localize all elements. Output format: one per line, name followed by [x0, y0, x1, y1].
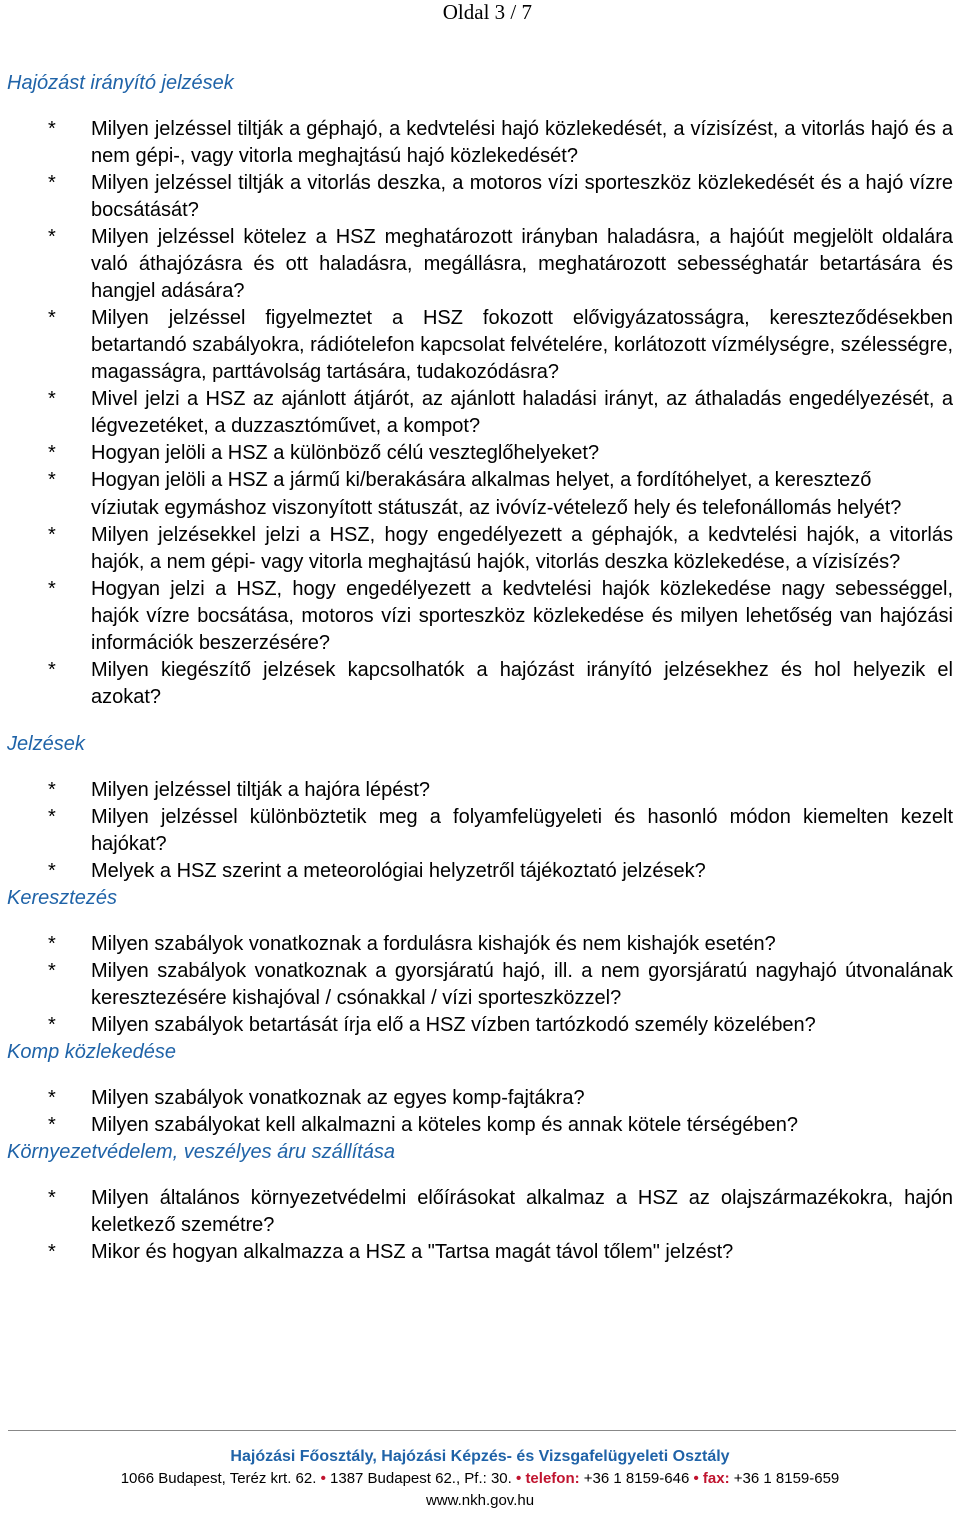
bullet-star: *	[48, 659, 56, 681]
question-list	[0, 931, 960, 1039]
question-text: Milyen szabályok vonatkoznak az egyes komp-fajtákra?	[91, 1087, 585, 1109]
bullet-star: *	[48, 960, 56, 982]
bullet-star: *	[48, 860, 56, 882]
question-text: Hogyan jelzi a HSZ, hogy engedélyezett a kedvtelési hajók közlekedése nagy sebességgel, hajók vízre bocsátása, motoros vízi sporteszköz közlekedése és milyen lehetőség van hajózási információk beszerzésére?	[91, 578, 953, 654]
question-list	[0, 1085, 960, 1139]
bullet-star: *	[48, 779, 56, 801]
footer-org: Hajózási Főosztály, Hajózási Képzés- és Vizsgafelügyeleti Osztály	[230, 1448, 730, 1465]
question-list	[0, 116, 960, 711]
question-text: Milyen szabályok vonatkoznak a fordulásra kishajók és nem kishajók esetén?	[91, 933, 776, 955]
fax-label: fax:	[702, 1470, 730, 1487]
list-item	[0, 657, 960, 711]
list-item	[0, 1112, 960, 1139]
list-item	[0, 958, 960, 1012]
question-text: Mivel jelzi a HSZ az ajánlott átjárót, az ajánlott haladási irányt, az áthaladás engedélyezését, a légvezetéket, a duzzasztóművet, a kompot?	[91, 388, 953, 437]
bullet-star: *	[48, 1241, 56, 1263]
list-item	[0, 305, 960, 386]
question-text: Milyen jelzéssel tiltják a géphajó, a kedvtelési hajó közlekedését, a vízisízést, a vitorlás hajó és a nem gépi-, vagy vitorla meghajtású hajó közlekedését?	[91, 118, 953, 167]
list-item	[0, 467, 960, 522]
question-text: Hogyan jelöli a HSZ a jármű ki/berakására alkalmas helyet, a fordítóhelyet, a keresztező	[91, 469, 872, 491]
footer	[0, 1446, 960, 1512]
question-list	[0, 1185, 960, 1266]
phone-number: +36 1 8159-646	[583, 1470, 690, 1487]
section-title-komp: Komp közlekedése	[7, 1041, 176, 1063]
section-title-kornyezetvedelem: Környezetvédelem, veszélyes áru szállítása	[7, 1141, 395, 1163]
question-text: Milyen általános környezetvédelmi előírásokat alkalmaz a HSZ az olajszármazékokra, hajón keletkező szemétre?	[91, 1187, 953, 1236]
bullet-icon: •	[320, 1470, 326, 1487]
fax-number: +36 1 8159-659	[733, 1470, 840, 1487]
list-item	[0, 386, 960, 440]
question-text: Melyek a HSZ szerint a meteorológiai helyzetről tájékoztató jelzések?	[91, 860, 706, 882]
list-item	[0, 170, 960, 224]
bullet-star: *	[48, 307, 56, 329]
question-text: Milyen szabályokat kell alkalmazni a köteles komp és annak kötele térségében?	[91, 1114, 799, 1136]
list-item	[0, 777, 960, 804]
bullet-star: *	[48, 578, 56, 600]
question-text: Milyen jelzéssel tiltják a hajóra lépést?	[91, 779, 431, 801]
list-item	[0, 576, 960, 657]
list-item	[0, 522, 960, 576]
document-body	[0, 70, 960, 1266]
question-text: Milyen jelzéssel tiltják a vitorlás deszka, a motoros vízi sporteszköz közlekedését és a hajó vízre bocsátását?	[91, 172, 953, 221]
footer-website[interactable]: www.nkh.gov.hu	[425, 1492, 535, 1509]
list-item	[0, 804, 960, 858]
question-list	[0, 777, 960, 885]
question-text: Milyen jelzésekkel jelzi a HSZ, hogy engedélyezett a géphajók, a kedvtelési hajók, a vitorlás hajók, a nem gépi- vagy vitorla meghajtású hajók, vitorlás deszka közlekedése, a vízisízés?	[91, 524, 953, 573]
bullet-star: *	[48, 933, 56, 955]
page-current: 3	[494, 0, 506, 24]
question-text: Milyen jelzéssel kötelez a HSZ meghatározott irányban haladásra, a hajóút megjelölt oldalára való áthajózásra és ott haladásra, megállásra, meghatározott sebességhatár betartására és hangjel adására?	[91, 226, 953, 302]
list-item	[0, 116, 960, 170]
bullet-star: *	[48, 442, 56, 464]
page-sep: /	[510, 0, 517, 24]
footer-address-2: 1387 Budapest 62., Pf.: 30.	[330, 1470, 512, 1487]
bullet-star: *	[48, 1014, 56, 1036]
list-item	[0, 1012, 960, 1039]
bullet-star: *	[48, 226, 56, 248]
question-text: Milyen kiegészítő jelzések kapcsolhatók a hajózást irányító jelzésekhez és hol helyezik el azokat?	[91, 659, 953, 708]
section-title-jelzesek: Jelzések	[7, 733, 85, 755]
list-item	[0, 1185, 960, 1239]
list-item	[0, 858, 960, 885]
list-item	[0, 440, 960, 467]
question-text-continued: víziutak egymáshoz viszonyított státuszát, az ivóvíz-vételező hely és telefonállomás helyét?	[91, 497, 902, 519]
bullet-star: *	[48, 1087, 56, 1109]
question-text: Hogyan jelöli a HSZ a különböző célú veszteglőhelyeket?	[91, 442, 600, 464]
phone-label: telefon:	[525, 1470, 580, 1487]
bullet-icon: •	[693, 1470, 699, 1487]
bullet-star: *	[48, 118, 56, 140]
page-number	[443, 0, 532, 24]
question-text: Milyen szabályok vonatkoznak a gyorsjáratú hajó, ill. a nem gyorsjáratú nagyhajó útvonalának keresztezésére kishajóval / csónakkal / vízi sporteszközzel?	[91, 960, 953, 1009]
bullet-icon: •	[516, 1470, 522, 1487]
question-text: Milyen jelzéssel különböztetik meg a folyamfelügyeleti és hasonló módon kiemelten kezelt hajókat?	[91, 806, 953, 855]
list-item	[0, 1239, 960, 1266]
bullet-star: *	[48, 1187, 56, 1209]
page-total: 7	[521, 0, 532, 24]
section-title-hajozast-iranyito: Hajózást irányító jelzések	[7, 72, 234, 94]
bullet-star: *	[48, 524, 56, 546]
question-text: Mikor és hogyan alkalmazza a HSZ a "Tartsa magát távol tőlem" jelzést?	[91, 1241, 734, 1263]
list-item	[0, 931, 960, 958]
list-item	[0, 224, 960, 305]
question-text: Milyen jelzéssel figyelmeztet a HSZ fokozott elővigyázatosságra, kereszteződésekben betartandó szabályokra, rádiótelefon kapcsolat felvételére, korlátozott vízmélységre, szélességre, magasságra, parttávolság tartására, tudakozódásra?	[91, 307, 953, 383]
section-title-keresztezes: Keresztezés	[7, 887, 118, 909]
page-label: Oldal	[442, 0, 490, 24]
footer-address-1: 1066 Budapest, Teréz krt. 62.	[120, 1470, 317, 1487]
list-item	[0, 1085, 960, 1112]
footer-divider	[8, 1430, 956, 1431]
bullet-star: *	[48, 388, 56, 410]
bullet-star: *	[48, 806, 56, 828]
bullet-star: *	[48, 1114, 56, 1136]
footer-contact	[0, 1468, 960, 1490]
bullet-star: *	[48, 172, 56, 194]
bullet-star: *	[48, 469, 56, 491]
question-text: Milyen szabályok betartását írja elő a HSZ vízben tartózkodó személy közelében?	[91, 1014, 816, 1036]
